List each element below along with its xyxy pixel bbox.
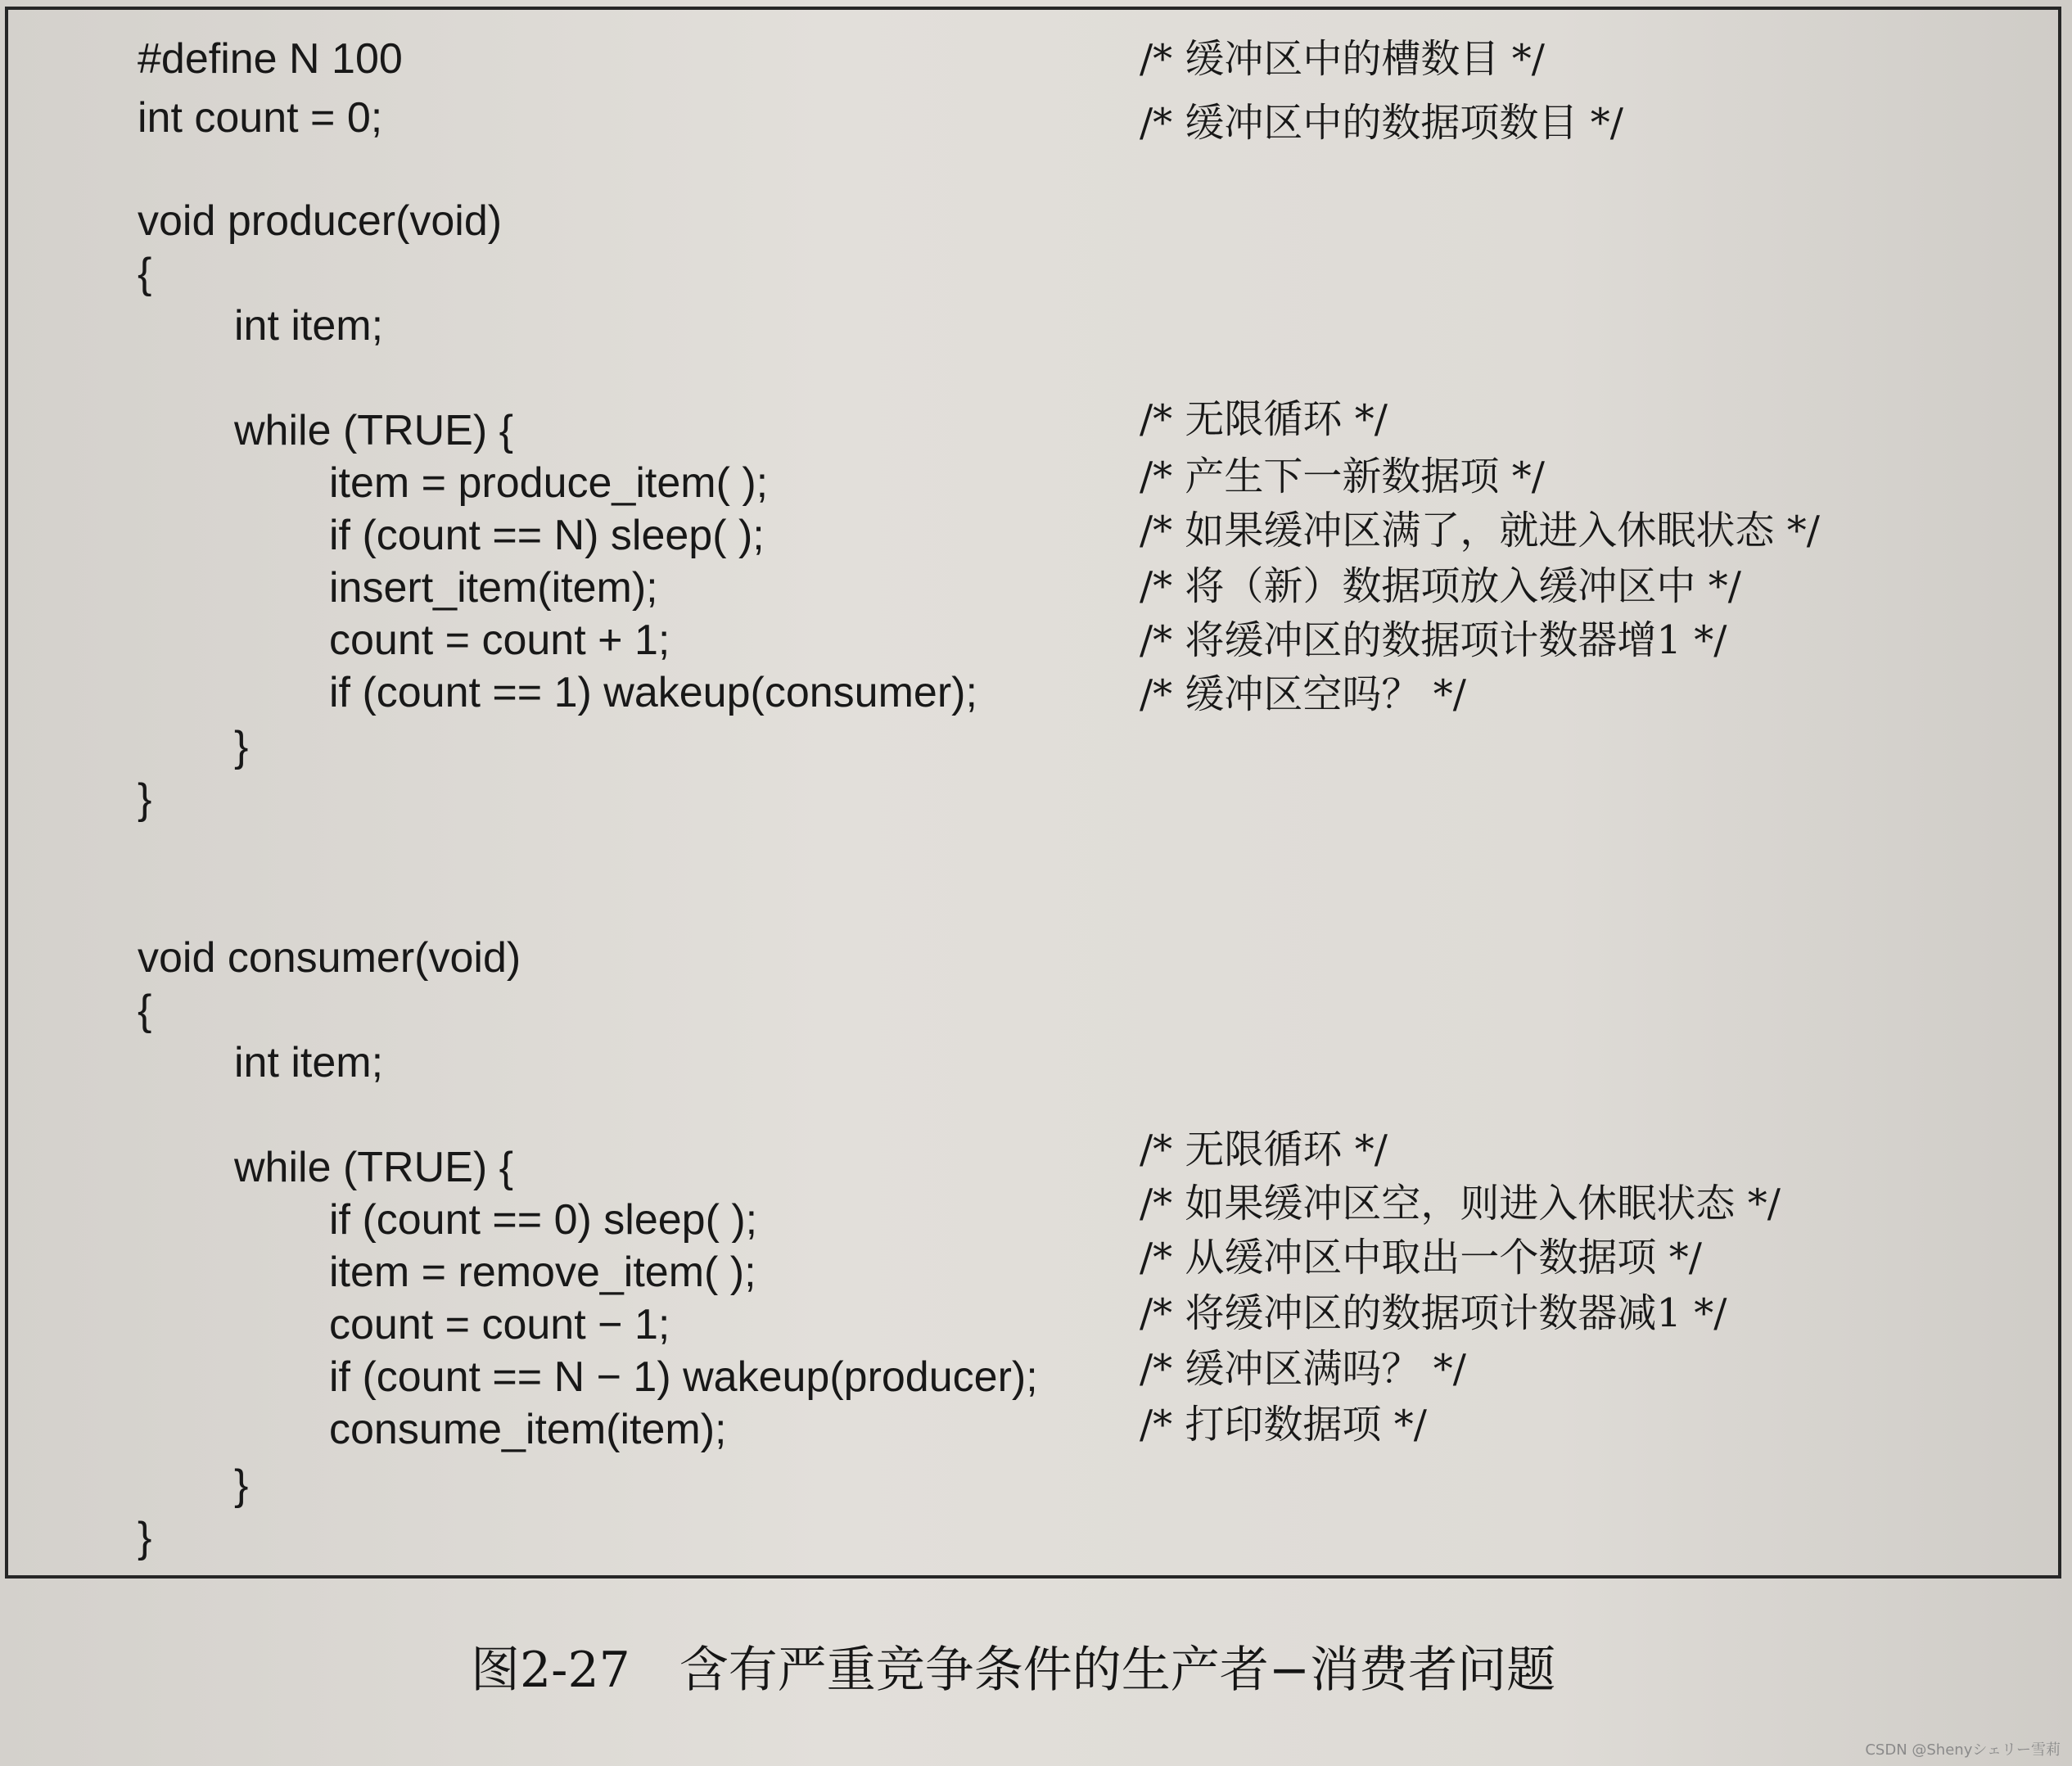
consumer-signature: void consumer(void) (138, 934, 521, 982)
consumer-body-line: if (count == 0) sleep( ); (329, 1196, 758, 1244)
define-comment: /* 缓冲区中的槽数目 */ (1140, 36, 1545, 82)
consumer-open-brace: { (138, 987, 152, 1034)
producer-open-brace: { (138, 250, 152, 297)
consumer-body-line: item = remove_item( ); (329, 1249, 756, 1296)
producer-body-line: count = count + 1; (329, 617, 670, 664)
count-declaration: int count = 0; (138, 94, 383, 142)
producer-body-comment: /* 将缓冲区的数据项计数器增1 */ (1140, 617, 1727, 663)
consumer-item-declaration: int item; (234, 1039, 384, 1086)
code-box (5, 7, 2061, 1579)
consumer-while-close: } (234, 1461, 249, 1509)
producer-body-line: if (count == 1) wakeup(consumer); (329, 669, 977, 716)
producer-signature: void producer(void) (138, 197, 503, 245)
define-line: #define N 100 (138, 35, 403, 83)
producer-body-line: item = produce_item( ); (329, 459, 769, 507)
consumer-body-comment: /* 将缓冲区的数据项计数器减1 */ (1140, 1290, 1727, 1336)
count-comment: /* 缓冲区中的数据项数目 */ (1140, 100, 1623, 146)
consumer-body-comment: /* 如果缓冲区空，则进入休眠状态 */ (1140, 1181, 1781, 1226)
producer-while-comment: /* 无限循环 */ (1140, 396, 1388, 442)
consumer-body-comment: /* 缓冲区满吗？ */ (1140, 1346, 1466, 1392)
consumer-body-comment: /* 从缓冲区中取出一个数据项 */ (1140, 1235, 1702, 1280)
producer-body-comment: /* 缓冲区空吗？ */ (1140, 671, 1466, 717)
watermark: CSDN @Shenyシェリー雪莉 (1865, 1741, 2061, 1759)
producer-body-comment: /* 产生下一新数据项 */ (1140, 454, 1545, 499)
consumer-body-comment: /* 打印数据项 */ (1140, 1402, 1427, 1448)
consumer-body-line: consume_item(item); (329, 1406, 727, 1453)
consumer-while-comment: /* 无限循环 */ (1140, 1127, 1388, 1172)
producer-close-brace: } (138, 775, 152, 823)
producer-body-line: insert_item(item); (329, 564, 658, 612)
figure-caption: 图2-27 含有严重竞争条件的生产者−消费者问题 (471, 1642, 1556, 1699)
producer-while-close: } (234, 723, 249, 770)
consumer-while-line: while (TRUE) { (234, 1144, 513, 1191)
producer-body-line: if (count == N) sleep( ); (329, 512, 765, 559)
producer-body-comment: /* 将（新）数据项放入缓冲区中 */ (1140, 563, 1741, 609)
producer-item-declaration: int item; (234, 302, 384, 350)
producer-body-comment: /* 如果缓冲区满了，就进入休眠状态 */ (1140, 508, 1820, 553)
consumer-body-line: if (count == N − 1) wakeup(producer); (329, 1353, 1038, 1401)
producer-while-line: while (TRUE) { (234, 407, 513, 454)
consumer-body-line: count = count − 1; (329, 1301, 670, 1348)
consumer-close-brace: } (138, 1514, 152, 1561)
